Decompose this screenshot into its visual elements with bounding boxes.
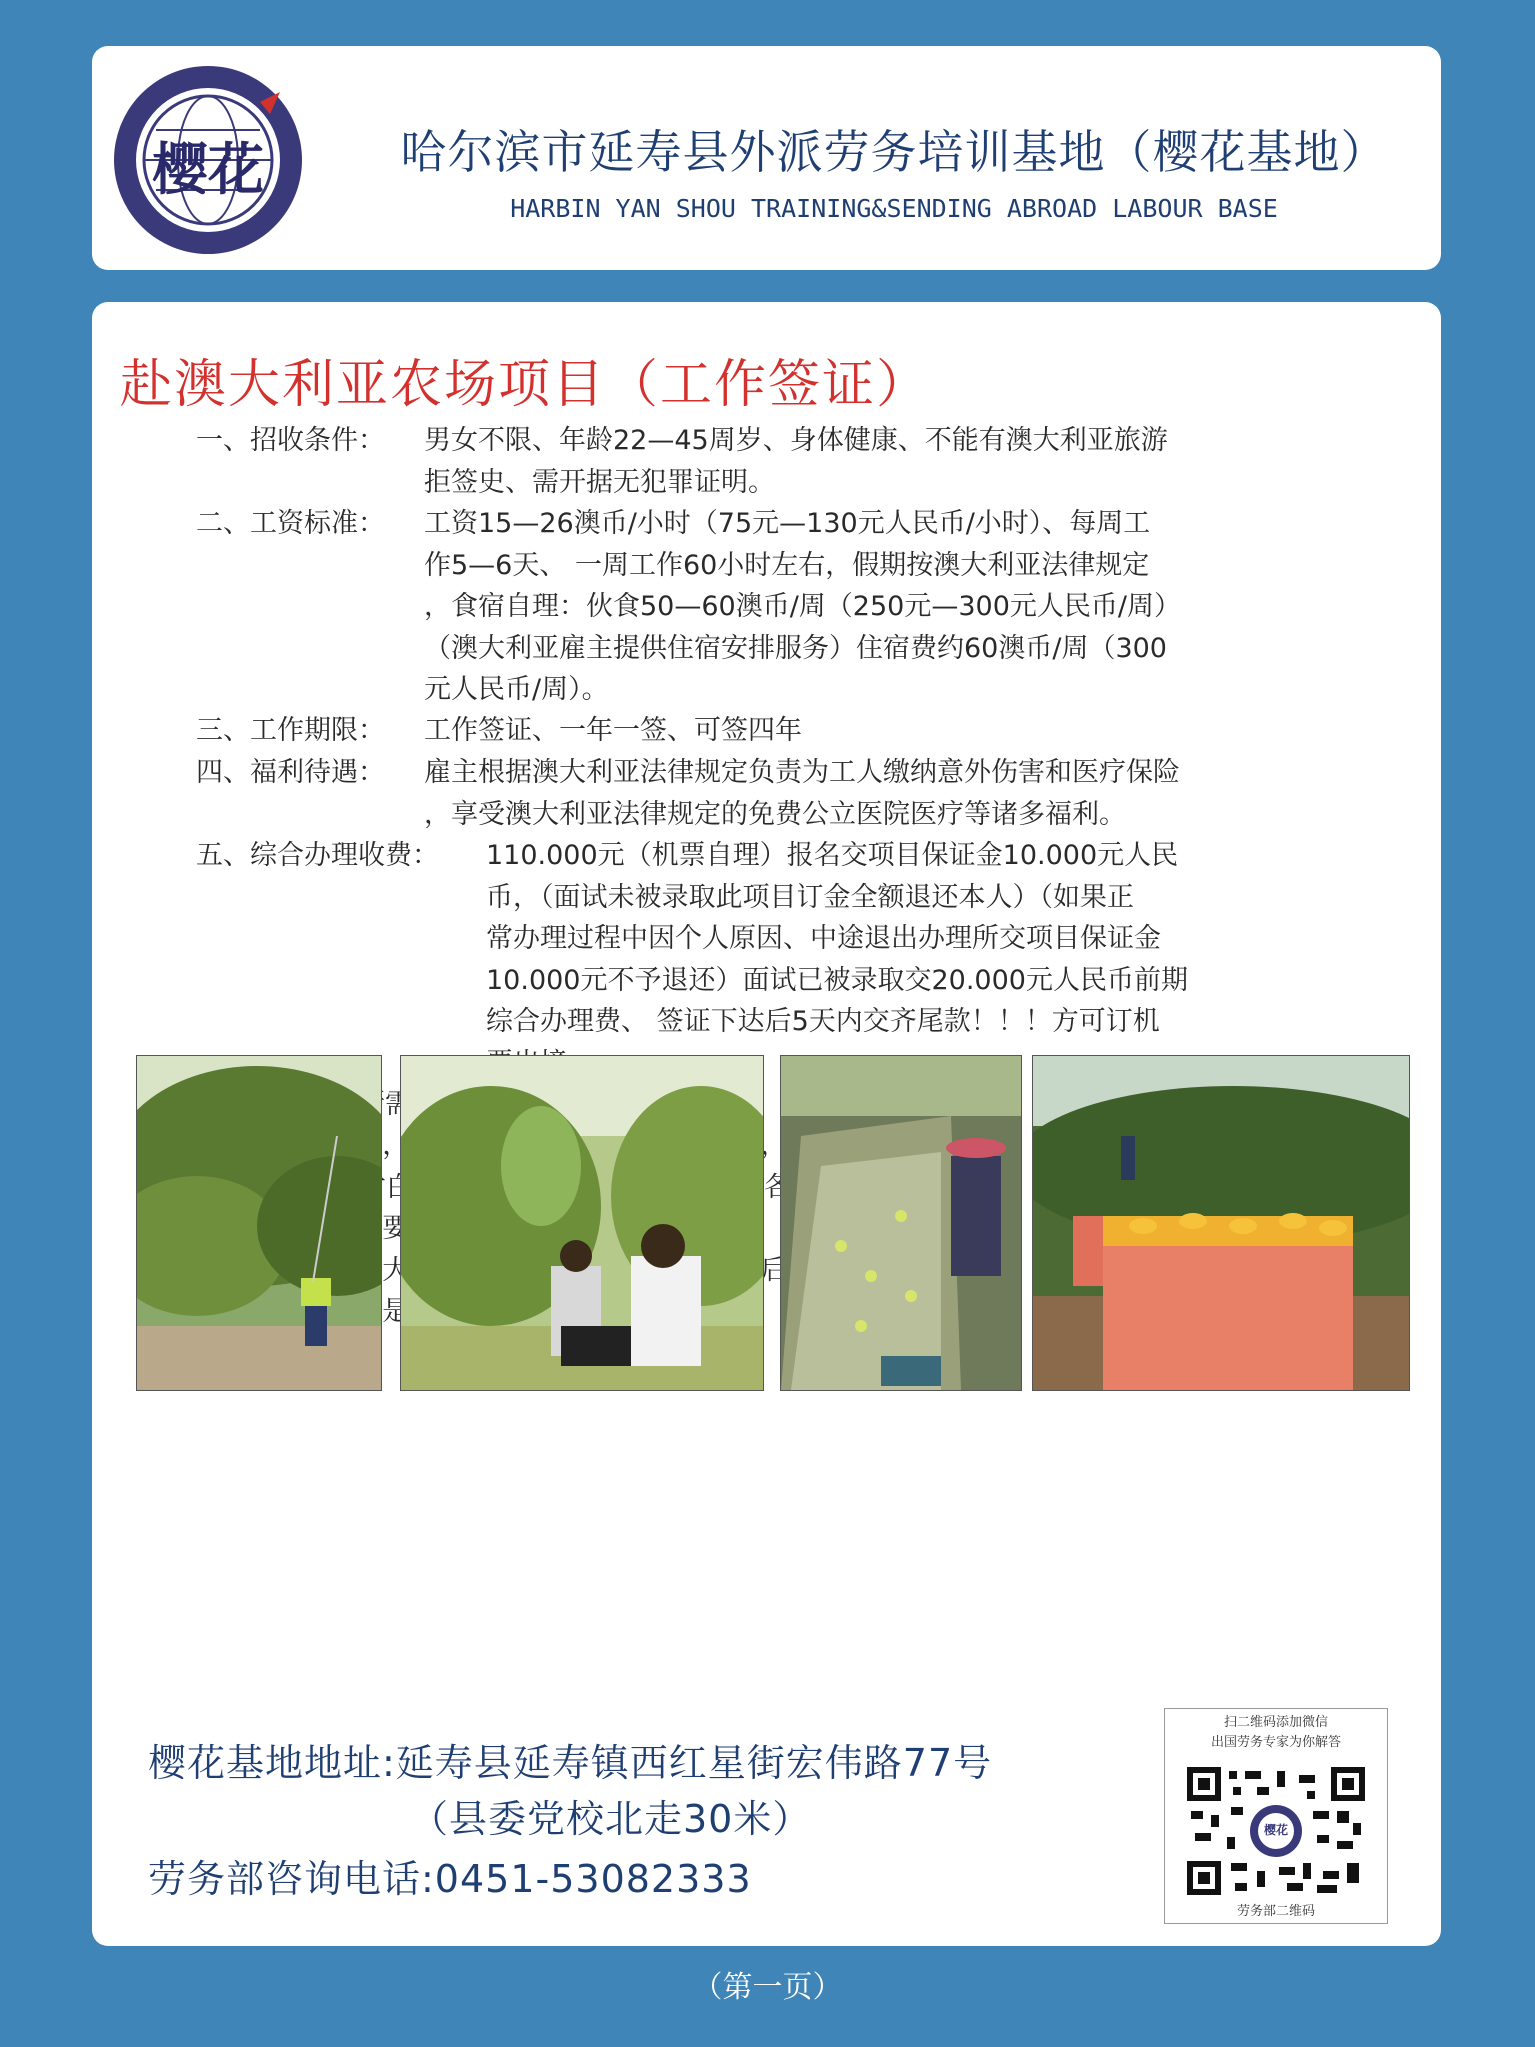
organization-title: 哈尔滨市延寿县外派劳务培训基地（樱花基地） xyxy=(400,125,1388,179)
section-label: 一、招收条件： xyxy=(196,425,385,456)
sakura-logo xyxy=(110,62,306,258)
section-line: 元人民币/周）。 xyxy=(424,674,609,705)
fruit-picking-photo xyxy=(400,1055,764,1391)
section-line: 拒签史、需开据无犯罪证明。 xyxy=(424,466,775,498)
base-address: 樱花基地地址:延寿县延寿镇西红星街宏伟路77号 xyxy=(148,1741,993,1785)
section-line: 作5—6天、 一周工作60小时左右，假期按澳大利亚法律规定 xyxy=(424,549,1150,581)
section-line: ，食宿自理：伙食50—60澳币/周（250元—300元人民币/周） xyxy=(424,591,1181,622)
organization-subtitle: HARBIN YAN SHOU TRAINING&SENDING ABROAD LABOUR BASE xyxy=(510,194,1278,223)
qr-line-2: 出国劳务专家为你解答 xyxy=(1210,1735,1341,1750)
qr-logo-text: 樱花 xyxy=(1263,1823,1288,1837)
section-line: 综合办理费、 签证下达后5天内交齐尾款！！！方可订机 xyxy=(486,1006,1160,1037)
section-label: 四、福利待遇： xyxy=(196,757,385,788)
qr-caption: 劳务部二维码 xyxy=(1236,1904,1315,1919)
address-note: （县委党校北走30米） xyxy=(410,1797,812,1841)
section-line: 工作签证、一年一签、可签四年 xyxy=(424,715,802,746)
consult-phone[interactable]: 劳务部咨询电话:0451-53082333 xyxy=(148,1857,752,1901)
section-line: ，享受澳大利亚法律规定的免费公立医院医疗等诸多福利。 xyxy=(424,798,1126,830)
section-line: 工资15—26澳币/小时（75元—130元人民币/小时）、每周工 xyxy=(424,508,1151,539)
washing-line-photo xyxy=(780,1055,1022,1391)
project-title: 赴澳大利亚农场项目（工作签证） xyxy=(120,355,931,415)
section-line: 110.000元（机票自理）报名交项目保证金10.000元人民 xyxy=(486,840,1179,871)
logo-text: 樱花 xyxy=(152,137,264,203)
section-line: 10.000元不予退还）面试已被录取交20.000元人民币前期 xyxy=(486,964,1188,996)
farm-worker-tree-photo xyxy=(136,1055,382,1391)
header-card xyxy=(92,46,1441,270)
page-number: （第一页） xyxy=(692,1970,843,2005)
section-label: 三、工作期限： xyxy=(196,715,385,746)
section-label: 五、综合办理收费： xyxy=(196,840,439,871)
section-line: 币，（面试未被录取此项目订金全额退还本人）（如果正 xyxy=(486,881,1134,913)
wechat-qr-box xyxy=(1164,1708,1388,1924)
section-line: 男女不限、年龄22—45周岁、身体健康、不能有澳大利亚旅游 xyxy=(424,425,1168,456)
section-line: 常办理过程中因个人原因、中途退出办理所交项目保证金 xyxy=(486,923,1161,954)
qr-line-1: 扫二维码添加微信 xyxy=(1223,1715,1328,1730)
section-line: （澳大利亚雇主提供住宿安排服务）住宿费约60澳币/周（300 xyxy=(424,632,1167,664)
orange-bins-photo xyxy=(1032,1055,1410,1391)
section-label: 二、工资标准： xyxy=(196,508,385,539)
main-card xyxy=(92,302,1441,1946)
section-line: 雇主根据澳大利亚法律规定负责为工人缴纳意外伤害和医疗保险 xyxy=(424,757,1180,788)
